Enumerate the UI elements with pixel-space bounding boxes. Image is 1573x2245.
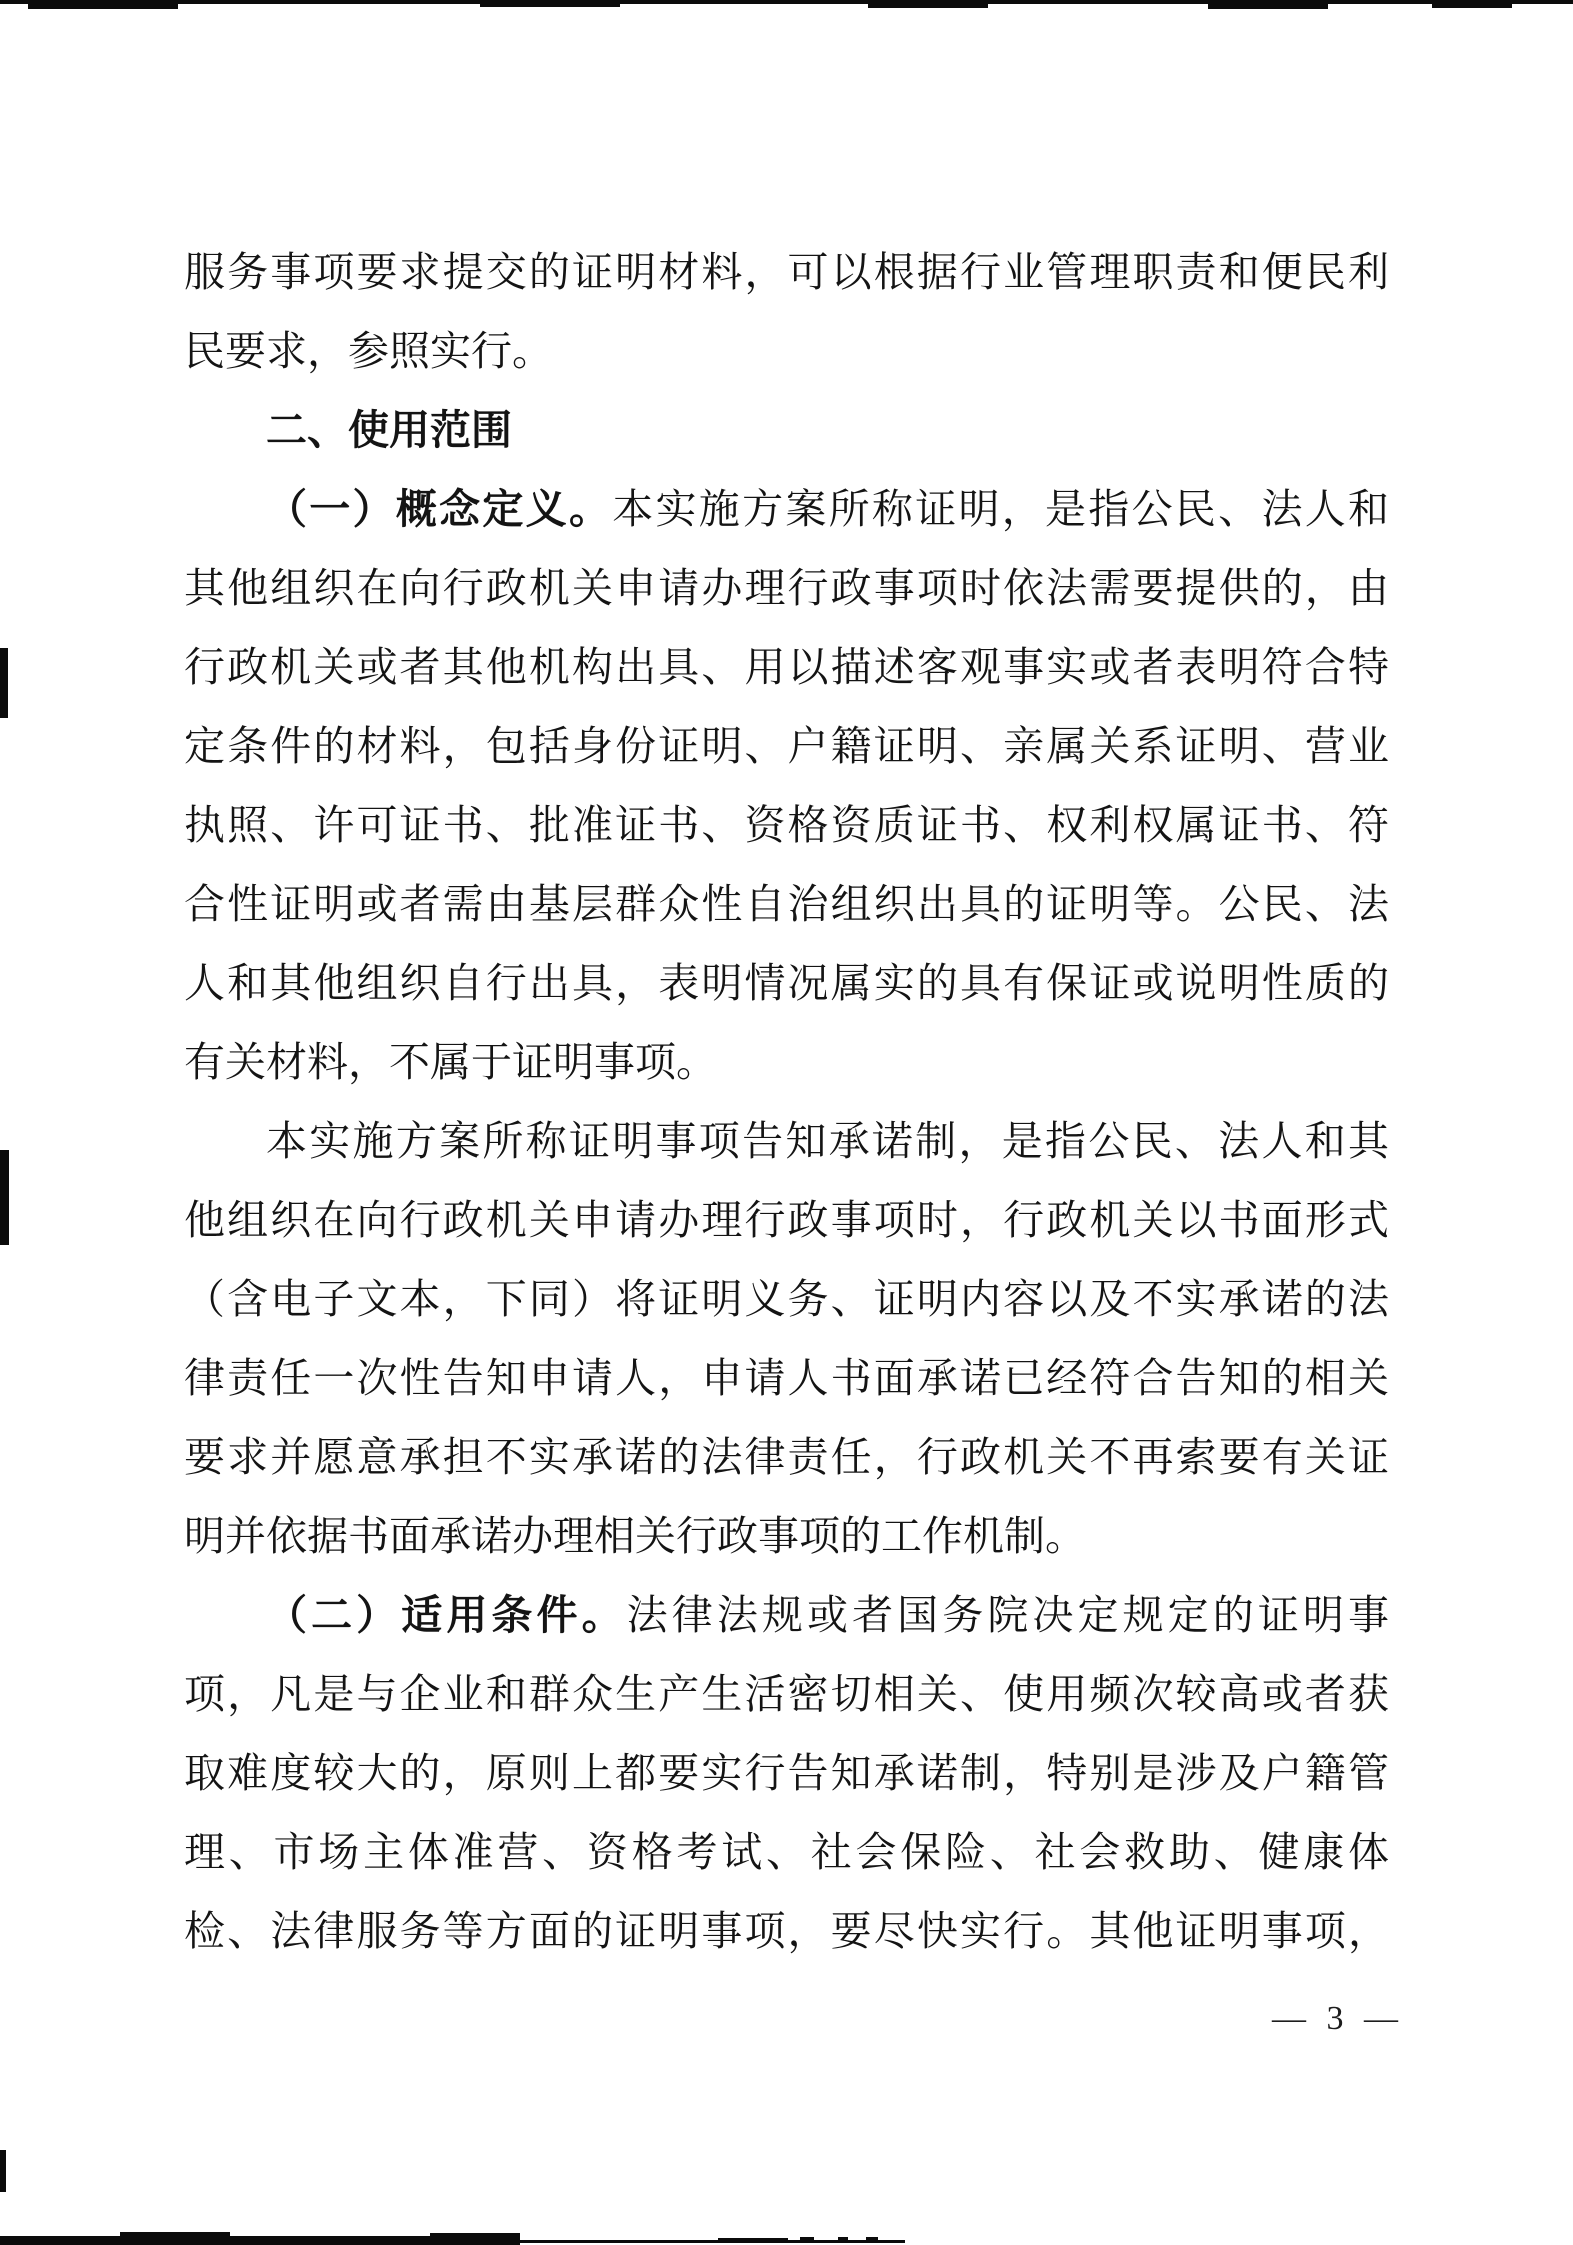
text-line: 本实施方案所称证明事项告知承诺制，是指公民、法人和其: [266, 1118, 1389, 1164]
scan-artifact-left-mark: [0, 648, 8, 718]
text-line: 检、法律服务等方面的证明事项，要尽快实行。其他证明事项，: [184, 1908, 1389, 1954]
text-line: 其他组织在向行政机关申请办理行政事项时依法需要提供的，由: [184, 565, 1389, 611]
text-line: 服务事项要求提交的证明材料，可以根据行业管理职责和便民利: [184, 249, 1389, 295]
text-line: （二）适用条件。法律法规或者国务院决定规定的证明事: [266, 1592, 1390, 1638]
text-line: 取难度较大的，原则上都要实行告知承诺制，特别是涉及户籍管: [184, 1750, 1389, 1796]
text-line: 定条件的材料，包括身份证明、户籍证明、亲属关系证明、营业: [184, 723, 1389, 769]
text-line: 他组织在向行政机关申请办理行政事项时，行政机关以书面形式: [184, 1197, 1389, 1243]
text-line: 执照、许可证书、批准证书、资格资质证书、权利权属证书、符: [184, 802, 1389, 848]
scan-artifact-left-mark: [0, 1150, 9, 1245]
scan-artifact-bottom-blob: [120, 2232, 230, 2237]
scan-artifact-bottom-blob: [430, 2233, 520, 2238]
scan-artifact-top-blob: [28, 0, 178, 9]
text-line: 项，凡是与企业和群众生产生活密切相关、使用频次较高或者获: [184, 1671, 1389, 1717]
text-line: 合性证明或者需由基层群众性自治组织出具的证明等。公民、法: [184, 881, 1389, 927]
scan-artifact-bottom-blob: [800, 2237, 814, 2243]
scan-artifact-bottom-blob: [718, 2238, 788, 2242]
text-line: 有关材料，不属于证明事项。: [184, 1039, 717, 1085]
scan-artifact-top-blob: [1432, 0, 1512, 8]
text-line: 人和其他组织自行出具，表明情况属实的具有保证或说明性质的: [184, 960, 1389, 1006]
text-line: （含电子文本，下同）将证明义务、证明内容以及不实承诺的法: [184, 1276, 1389, 1322]
text-line: 理、市场主体准营、资格考试、社会保险、社会救助、健康体: [184, 1829, 1389, 1875]
text-line: 律责任一次性告知申请人，申请人书面承诺已经符合告知的相关: [184, 1355, 1389, 1401]
page-number: — 3 —: [1272, 2000, 1404, 2037]
scan-artifact-top-blob: [480, 0, 620, 7]
paragraph-lead-bold: （一）概念定义。: [266, 486, 613, 532]
scan-artifact-bottom-blob: [866, 2237, 878, 2243]
text-line: （一）概念定义。本实施方案所称证明，是指公民、法人和: [266, 486, 1390, 532]
text-line: 明并依据书面承诺办理相关行政事项的工作机制。: [184, 1513, 1086, 1559]
text-line: 民要求，参照实行。: [184, 328, 553, 374]
scan-artifact-top-edge: [0, 0, 1573, 4]
text-line: 要求并愿意承担不实承诺的法律责任，行政机关不再索要有关证: [184, 1434, 1389, 1480]
document-body: [184, 233, 1389, 1971]
text-line: 行政机关或者其他机构出具、用以描述客观事实或者表明符合特: [184, 644, 1389, 690]
scan-artifact-left-mark: [0, 2150, 6, 2192]
scan-artifact-top-blob: [868, 0, 988, 8]
section-heading: 二、使用范围: [266, 407, 512, 453]
scan-artifact-top-blob: [1208, 0, 1328, 9]
scan-artifact-bottom-blob: [838, 2237, 848, 2243]
paragraph-lead-bold: （二）适用条件。: [266, 1592, 627, 1638]
